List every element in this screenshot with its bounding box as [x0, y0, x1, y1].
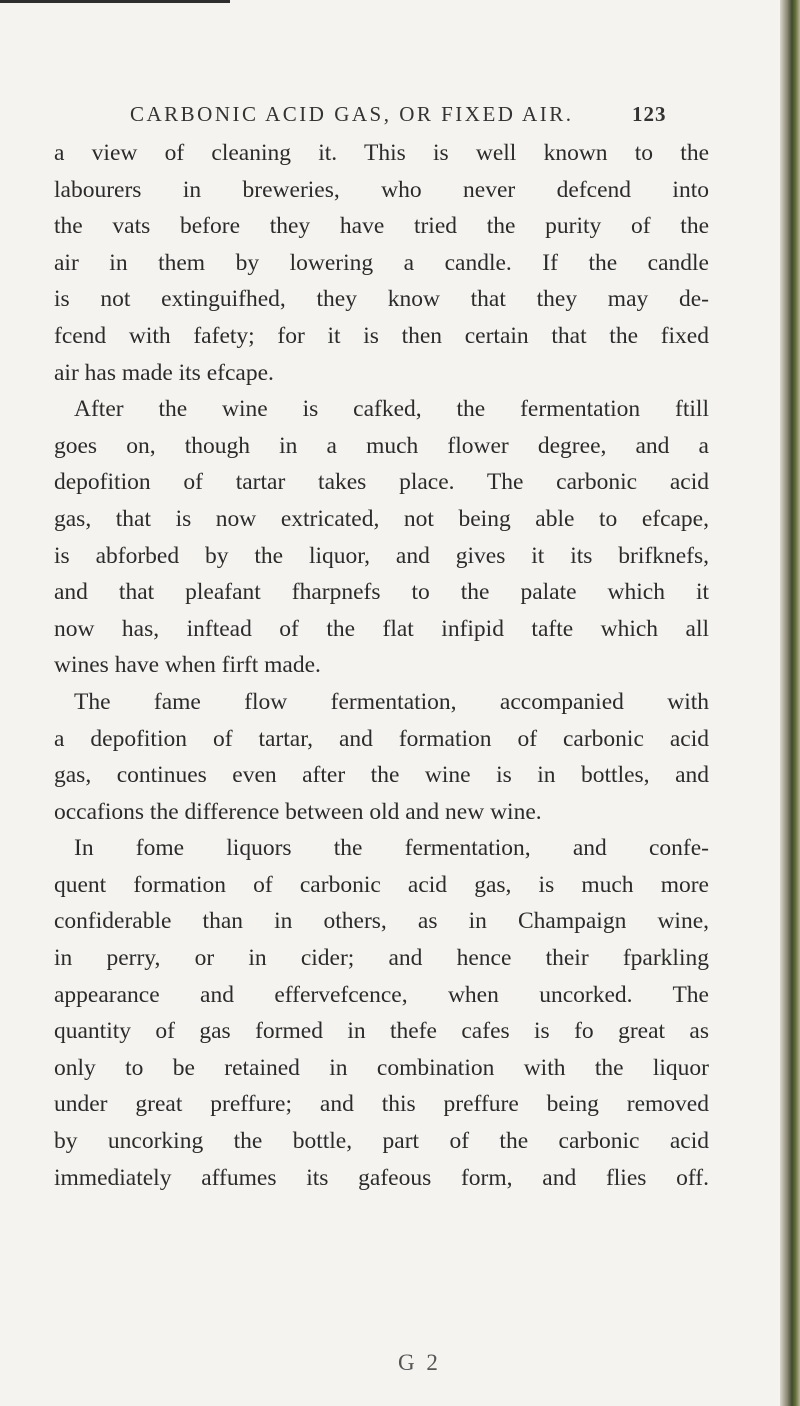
signature-mark: G 2	[398, 1350, 441, 1375]
text-line: a view of cleaning it. This is well known to the	[54, 140, 709, 166]
running-head	[130, 102, 690, 127]
text-line: air has made its efcape.	[54, 359, 274, 386]
text-line: occafions the difference between old and new wine.	[54, 798, 542, 825]
text-line: labourers in breweries, who never defcend into	[54, 176, 709, 203]
text-line: now has, inftead of the flat infipid tafte which all	[54, 615, 709, 642]
text-line: After the wine is cafked, the fermentation ftill	[74, 396, 709, 423]
text-line: fcend with fafety; for it is then certain that the fixed	[54, 322, 709, 349]
text-line: goes on, though in a much flower degree, and a	[54, 432, 709, 459]
book-gutter-edge	[780, 0, 800, 1406]
text-line: in perry, or in cider; and hence their fparkling	[54, 945, 709, 972]
text-line: In fome liquors the fermentation, and confe-	[74, 835, 709, 862]
text-line: a depofition of tartar, and formation of carbonic acid	[54, 725, 709, 752]
text-line: depofition of tartar takes place. The carbonic acid	[54, 469, 709, 496]
text-line: the vats before they have tried the purity of the	[54, 213, 709, 240]
text-line: immediately affumes its gafeous form, and flies off.	[54, 1164, 709, 1191]
text-line: quent formation of carbonic acid gas, is much more	[54, 871, 709, 898]
body-text	[54, 135, 709, 1196]
running-head-title: CARBONIC ACID GAS, OR FIXED AIR.	[130, 102, 574, 126]
text-line: appearance and effervefcence, when uncorked. The	[54, 981, 709, 1008]
text-line: gas, that is now extricated, not being able to efcape,	[54, 505, 709, 532]
top-rule	[0, 0, 230, 3]
text-line: The fame flow fermentation, accompanied with	[74, 688, 709, 715]
text-line: and that pleafant fharpnefs to the palate which it	[54, 579, 709, 606]
text-line: gas, continues even after the wine is in bottles, and	[54, 762, 709, 789]
text-line: only to be retained in combination with the liquor	[54, 1054, 709, 1081]
text-line: confiderable than in others, as in Champaign wine,	[54, 908, 709, 935]
page-number: 123	[632, 102, 667, 126]
text-line: is not extinguifhed, they know that they may de-	[54, 286, 709, 313]
text-line: quantity of gas formed in thefe cafes is fo great as	[54, 1018, 709, 1045]
text-line: wines have when firft made.	[54, 652, 321, 679]
text-line: is abforbed by the liquor, and gives it its brifknefs,	[54, 542, 709, 569]
text-line: air in them by lowering a candle. If the candle	[54, 249, 709, 276]
text-line: under great preffure; and this preffure being removed	[54, 1091, 709, 1118]
text-line: by uncorking the bottle, part of the carbonic acid	[54, 1128, 709, 1155]
